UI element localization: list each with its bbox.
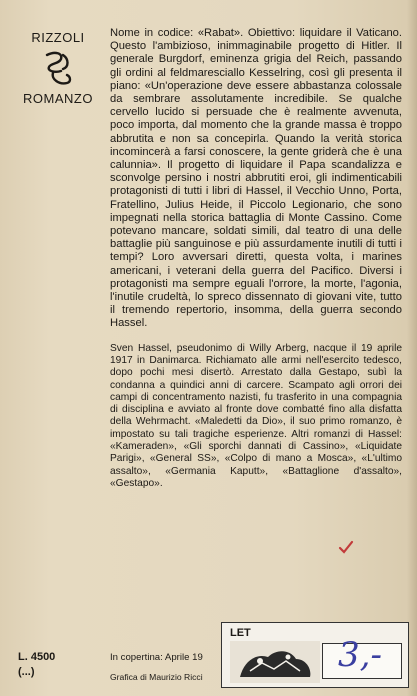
price-code: (...) [18, 666, 35, 678]
sticker-label: LET [230, 627, 251, 639]
publisher-name: RIZZOLI [31, 30, 85, 45]
author-bio-paragraph: Sven Hassel, pseudonimo di Willy Arberg, nacque il 19 aprile 1917 in Danimarca. Richiamato alle armi nell'esercito tedesco, dopo pochi mesi disertò. Arrestato dalla Gestapo, subì la condanna a quindici anni di carcere. Scampato agli orrori dei campi di concentramento nazisti, fu trasferito in una compagnia di disciplina e avviato al fronte dove combatté fino alla disfatta della Wehrmacht. «Maledetti da Dio», il suo primo romanzo, è impostato su tali tragiche esperienze. Altri romanzi di Hassel: «Kameraden», «Gli sporchi dannati di Cassino», «Liquidate Parigi», «General SS», «Colpo di mano a Mosca», «L'ultimo assalto», «Germania Kaputt», «Battaglione d'assalto», «Gestapo». [110, 342, 402, 489]
price-block [18, 650, 55, 680]
sticker-illustration-icon [230, 641, 320, 683]
publisher-block [18, 30, 98, 106]
bur-logo-icon [41, 49, 75, 89]
price-sticker [221, 622, 409, 688]
series-name: ROMANZO [23, 91, 93, 106]
blurb-paragraph: Nome in codice: «Rabat». Obiettivo: liquidare il Vaticano. Questo l'ambizioso, inimmaginabile progetto di Hitler. Il generale Burgdorf, eminenza grigia del Reich, passando gli ordini al feldmaresciallo Kesselring, così gli presenta il piano: «Un'operazione deve essere abbastanza colossale da sembrare assolutamente incredibile. Se qualche cervello lucido si persuade che è realmente avvenuta, poco importa, dal momento che la grande massa è troppo abbrutita e non sa concepirla. Quando la verità storica incomincerà a farsi conoscere, la gente griderà che è una calunnia». Il progetto di liquidare il Papa scandalizza e sconvolge persino i nostri abbrutiti eroi, gli indimenticabili protagonisti di tutti i libri di Hassel, il Vecchio Unno, Porta, Fratellino, Julius Heide, il Piccolo Legionario, che sono impegnati nella storica battaglia di Monte Cassino. Come potevano mancare, soldati simili, dal teatro di una delle battaglie più sanguinose e più assurdamente inutili di tutti i tempi? Loro avversari diretti, questa volta, i marines americani, i veterani della guerra del Pacifico. Diversi i protagonisti ma sempre eguali l'orrore, la morte, l'agonia, l'inutile crudeltà, lo spreco dissennato di giovani vite, tutto il tremendo repertorio, insomma, della guerra secondo Hassel. [110, 27, 402, 330]
price-amount: L. 4500 [18, 651, 56, 663]
back-cover-text [110, 27, 402, 490]
red-pen-mark-icon [338, 540, 354, 554]
cover-edge-shadow [407, 0, 417, 696]
handwritten-price: 3,- [338, 635, 382, 675]
cover-credit: In copertina: Aprile 19 [110, 652, 203, 663]
design-credit: Grafica di Maurizio Ricci [110, 672, 203, 682]
